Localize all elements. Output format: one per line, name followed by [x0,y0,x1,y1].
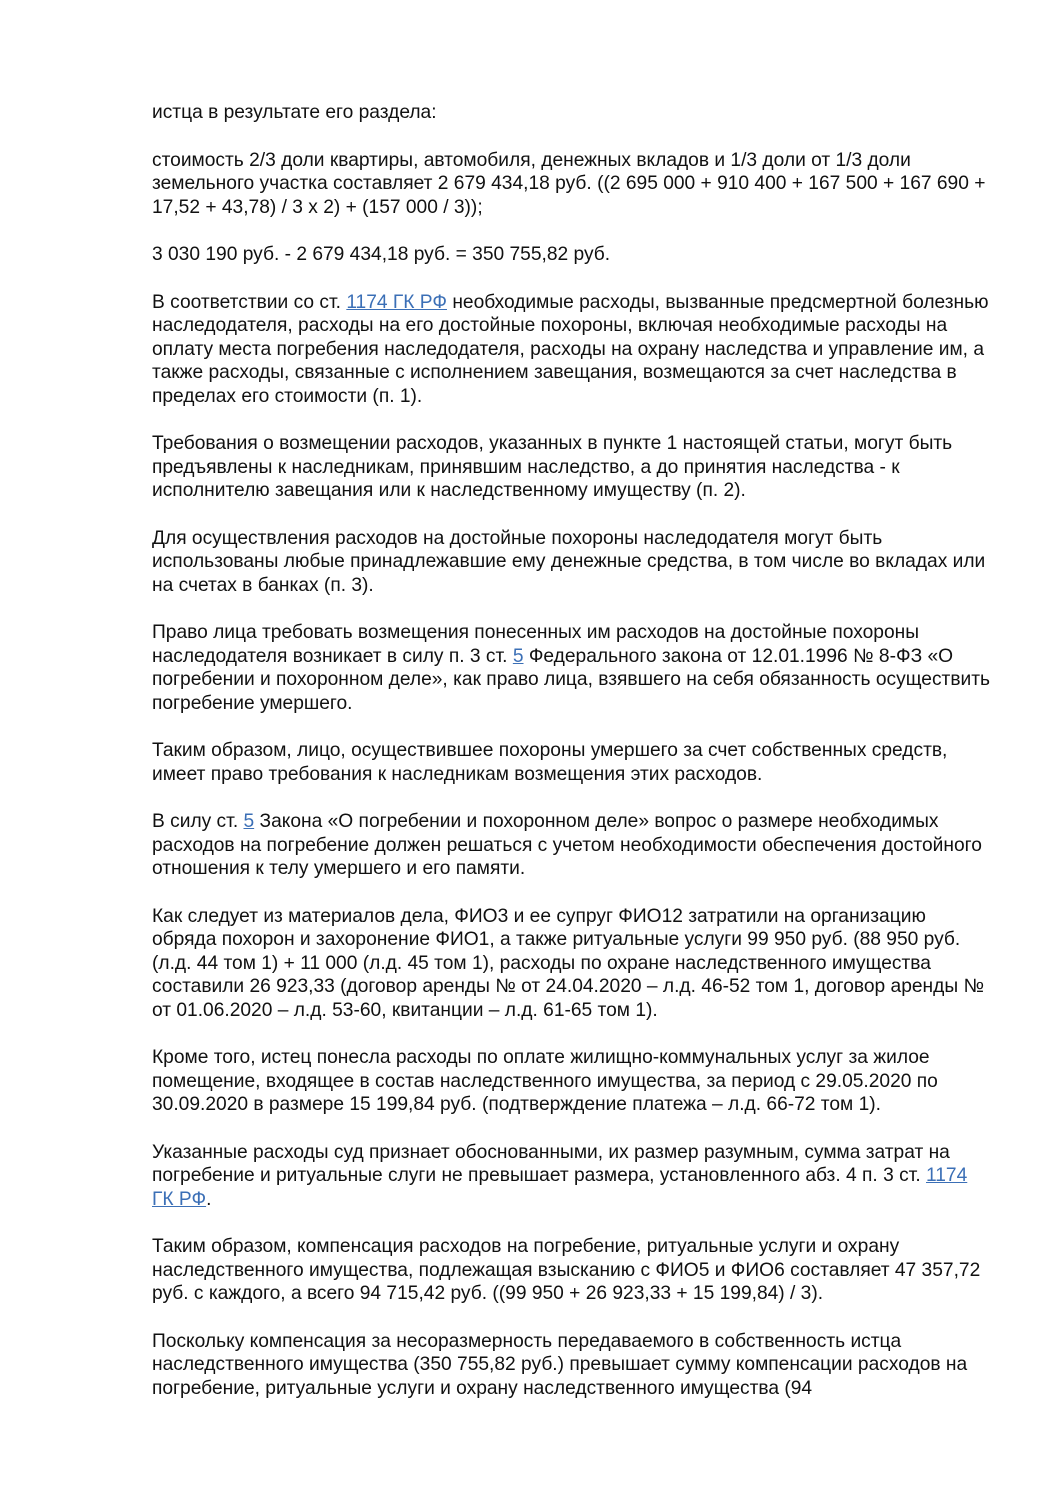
paragraph-11 [152,1046,992,1117]
paragraph-12 [152,1141,992,1212]
paragraph-8 [152,739,992,786]
paragraph-text: Кроме того, истец понесла расходы по оплате жилищно-коммунальных услуг за жилое помещение, входящее в состав наследственного имущества, за период с 29.05.2020 по 30.09.2020 в размере 15 199,84 руб. (подтверждение платежа – л.д. 66-72 том 1). [152,1047,938,1115]
paragraph-text: Поскольку компенсация за несоразмерность передаваемого в собственность истца наследственного имущества (350 755,82 руб.) превышает сумму компенсации расходов на погребение, ритуальные услуги и охрану наследственного имущества (94 [152,1330,968,1399]
paragraph-5 [152,432,992,503]
document-page [152,101,992,1424]
paragraph-text: Требования о возмещении расходов, указанных в пункте 1 настоящей статьи, могут быть предъявлены к наследникам, принявшим наследство, а до принятия наследства - к исполнителю завещания или к наследственному имуществу (п. 2). [152,433,953,501]
law-link-1174[interactable]: 1174 ГК РФ [152,1165,968,1210]
paragraph-10 [152,905,992,1023]
paragraph-text: необходимые расходы, вызванные предсмертной болезнью наследодателя, расходы на его достойные похороны, включая необходимые расходы на оплату места погребения наследодателя, расходы на охрану наследства и управление им, а также расходы, связанные с исполнением завещания, возмещаются за счет наследства в пределах его стоимости (п. 1). [152,291,989,407]
paragraph-text: стоимость 2/3 доли квартиры, автомобиля, денежных вкладов и 1/3 доли от 1/3 доли земельного участка составляет 2 679 434,18 руб. ((2 695 000 + 910 400 + 167 500 + 167 690 + 17,52 + 43,78) / 3 х 2) + (157 000 / 3)); [152,149,986,218]
paragraph-9 [152,810,992,881]
paragraph-4 [152,291,992,409]
paragraph-text: Таким образом, лицо, осуществившее похороны умершего за счет собственных средств, имеет право требования к наследникам возмещения этих расходов. [152,740,948,785]
paragraph-text: Право лица требовать возмещения понесенных им расходов на достойные похороны наследодателя возникает в силу п. 3 ст. [152,622,920,667]
paragraph-text: Федерального закона от 12.01.1996 № 8-ФЗ «О погребении и похоронном деле», как право лица, взявшего на себя обязанность осуществить погребение умершего. [152,645,991,714]
paragraph-text: истца в результате его раздела: [152,102,437,123]
law-link-article-5[interactable]: 5 [512,645,524,667]
paragraph-text: Указанные расходы суд признает обоснованными, их размер разумным, сумма затрат на погребение и ритуальные слуги не превышает размера, установленного абз. 4 п. 3 ст. [152,1141,950,1186]
law-link-article-5[interactable]: 5 [243,811,255,832]
paragraph-3 [152,243,992,267]
paragraph-text: . [206,1188,212,1210]
paragraph-7 [152,621,992,715]
paragraph-text: Таким образом, компенсация расходов на погребение, ритуальные услуги и охрану наследственного имущества, подлежащая взысканию с ФИО5 и ФИО6 составляет 47 357,72 руб. с каждого, а всего 94 715,42 руб. ((99 950 + 26 923,33 + 15 199,84) / 3). [152,1236,981,1304]
paragraph-text: В соответствии со ст. [152,291,347,313]
paragraph-text: Закона «О погребении и похоронном деле» вопрос о размере необходимых расходов на погребение должен решаться с учетом необходимости обеспечения достойного отношения к телу умершего и его памяти. [152,811,982,879]
paragraph-14 [152,1330,992,1401]
law-link-1174[interactable]: 1174 ГК РФ [346,291,447,313]
paragraph-text: 3 030 190 руб. - 2 679 434,18 руб. = 350 755,82 руб. [152,244,611,265]
paragraph-13 [152,1235,992,1306]
paragraph-2 [152,149,992,220]
paragraph-text: Для осуществления расходов на достойные похороны наследодателя могут быть использованы любые принадлежавшие ему денежные средства, в том числе во вкладах или на счетах в банках (п. 3). [152,527,986,596]
paragraph-6 [152,527,992,598]
paragraph-text: В силу ст. [152,811,244,832]
paragraph-text: Как следует из материалов дела, ФИО3 и ее супруг ФИО12 затратили на организацию обряда похорон и захоронение ФИО1, а также ритуальные услуги 99 950 руб. (88 950 руб. (л.д. 44 том 1) + 11 000 (л.д. 45 том 1), расходы по охране наследственного имущества составили 26 923,33 (договор аренды № от 24.04.2020 – л.д. 46-52 том 1, договор аренды № от 01.06.2020 – л.д. 53-60, квитанции – л.д. 61-65 том 1). [152,905,985,1021]
paragraph-1 [152,101,992,125]
